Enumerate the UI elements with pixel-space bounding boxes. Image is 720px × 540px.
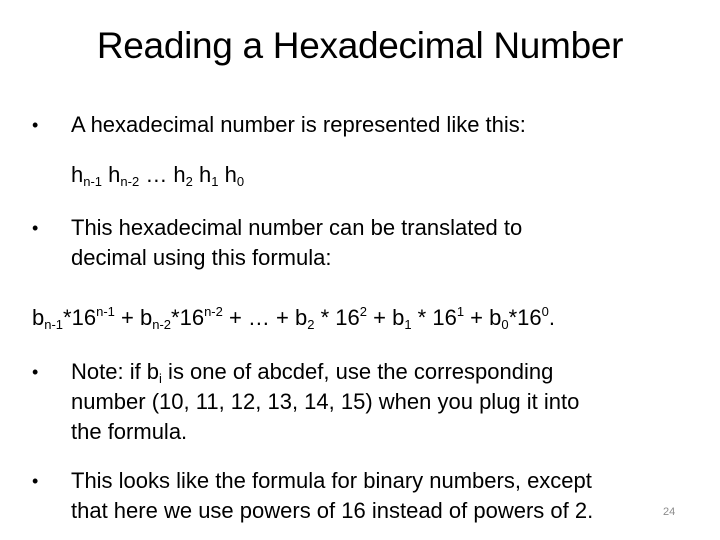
bullet-4 [32,466,711,526]
formula-term: $b_2 * 16^2$ + [295,304,393,332]
bullet-2 [32,213,711,273]
h-term: $h_{n-2}$ [102,162,140,189]
bullet-4-line: This looks like the formula for binary numbers, except [71,468,592,493]
formula-term: $b_{n-1}*16^{n-1}$ + [32,304,140,332]
bullet-4-line: that here we use powers of 16 instead of powers of 2. [71,498,594,523]
formula-term: $b_0*16^0$. [489,304,556,332]
bullet-3 [32,357,711,447]
bullet-2-line: decimal using this formula: [71,245,332,270]
bullet-dot: • [32,218,39,238]
bullet-3-line: number (10, 11, 12, 13, 14, 15) when you plug it into [71,389,580,414]
conversion-formula [32,303,555,333]
bullet-dot: • [32,115,39,135]
formula-term: $b_{n-2}*16^{n-2}$ + … + [139,304,296,332]
page-number: 24 [663,506,676,518]
bullet-3-line: the formula. [71,419,188,444]
bullet-2-line: This hexadecimal number can be translated to [71,215,523,240]
h-term: $h_0$ [218,162,245,189]
bullet-1 [32,110,711,140]
formula-term: $b_1 * 16^1$ + [392,304,490,332]
h-term: … $h_2$ [139,162,193,189]
h-term: $h_{n-1}$ [71,162,103,189]
hex-digit-notation [71,160,244,190]
bullet-1-text: A hexadecimal number is represented like this: [71,112,526,137]
bullet-3-line: Note: if $b_i$ is one of abcdef, use the corresponding [71,359,554,386]
bullet-dot: • [32,471,39,491]
slide-title: Reading a Hexadecimal Number [96,25,624,66]
bullet-dot: • [32,362,39,382]
h-term: $h_1$ [192,162,219,189]
